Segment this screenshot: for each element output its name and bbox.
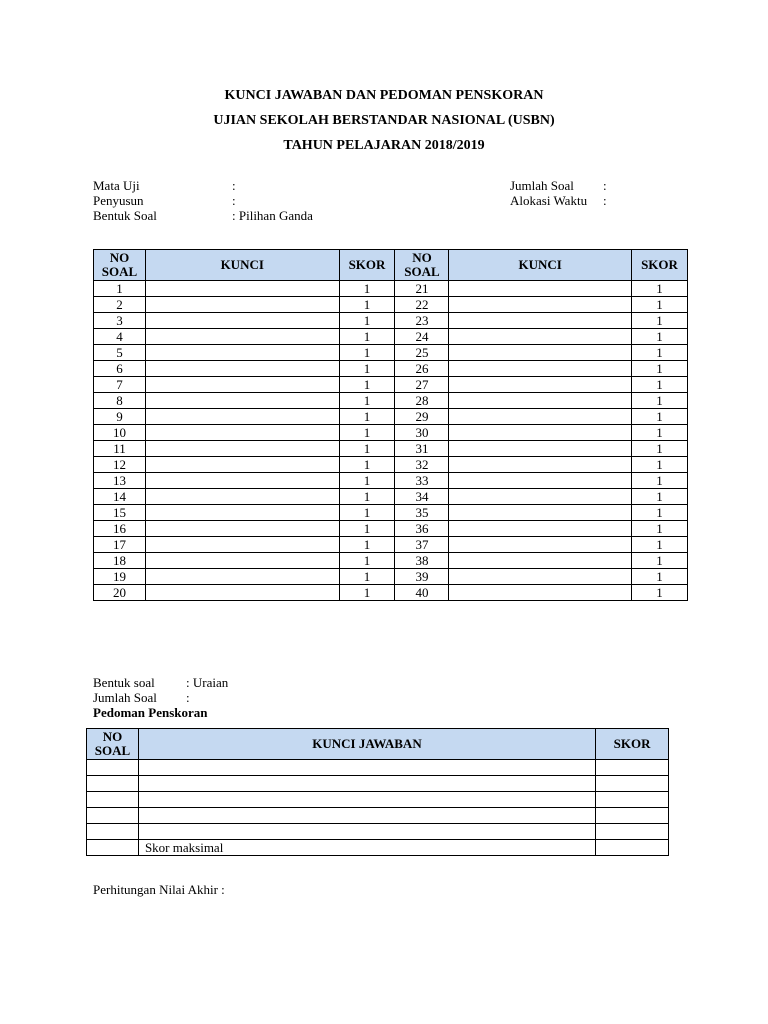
no-soal-cell: 8	[94, 393, 146, 409]
kunci-cell	[145, 585, 339, 601]
table-row	[94, 345, 688, 361]
table-row	[94, 297, 688, 313]
kunci-cell	[449, 489, 632, 505]
no-soal-cell: 27	[395, 377, 449, 393]
doc-title: KUNCI JAWABAN DAN PEDOMAN PENSKORAN	[224, 88, 544, 103]
skor-cell: 1	[632, 297, 688, 313]
table-row	[94, 457, 688, 473]
table-row	[87, 824, 669, 840]
no-soal-cell: 16	[94, 521, 146, 537]
kunci-cell	[145, 393, 339, 409]
uraian-bentuk-soal: Bentuk soal : Uraian	[93, 675, 229, 690]
skor-cell: 1	[632, 329, 688, 345]
no-soal-cell: 13	[94, 473, 146, 489]
skor-cell: 1	[632, 361, 688, 377]
no-soal-cell: 21	[395, 281, 449, 297]
no-soal-cell: 38	[395, 553, 449, 569]
no-soal-cell: 17	[94, 537, 146, 553]
table-row	[94, 393, 688, 409]
skor-cell: 1	[339, 441, 395, 457]
uraian-table	[86, 728, 669, 856]
kunci-cell	[449, 297, 632, 313]
kunci-cell	[449, 377, 632, 393]
no-soal-cell	[87, 776, 139, 792]
skor-cell: 1	[632, 377, 688, 393]
skor-cell: 1	[632, 473, 688, 489]
table-row	[94, 569, 688, 585]
kunci-cell	[449, 441, 632, 457]
kunci-cell	[145, 361, 339, 377]
skor-cell: 1	[339, 281, 395, 297]
kunci-cell	[449, 361, 632, 377]
kunci-cell	[145, 521, 339, 537]
skor-cell: 1	[339, 329, 395, 345]
header-no-soal: NO SOAL	[395, 250, 449, 281]
info-right	[510, 178, 607, 208]
skor-cell: 1	[339, 473, 395, 489]
pedoman-heading: Pedoman Penskoran	[93, 705, 208, 720]
skor-cell	[596, 776, 669, 792]
skor-cell: 1	[632, 537, 688, 553]
kunci-jawaban-cell	[138, 760, 595, 776]
table-row	[94, 505, 688, 521]
kunci-jawaban-cell	[138, 776, 595, 792]
kunci-cell	[449, 473, 632, 489]
kunci-cell	[449, 313, 632, 329]
header-kunci: KUNCI	[449, 250, 632, 281]
table-row	[87, 792, 669, 808]
kunci-cell	[449, 329, 632, 345]
kunci-cell	[145, 473, 339, 489]
skor-cell: 1	[632, 441, 688, 457]
pilihan-ganda-table	[93, 249, 688, 601]
no-soal-cell: 40	[395, 585, 449, 601]
kunci-cell	[449, 569, 632, 585]
no-soal-cell	[87, 840, 139, 856]
no-soal-cell: 34	[395, 489, 449, 505]
header-no-soal: NO SOAL	[94, 250, 146, 281]
skor-cell: 1	[339, 313, 395, 329]
no-soal-cell: 35	[395, 505, 449, 521]
no-soal-cell	[87, 792, 139, 808]
table-row	[94, 521, 688, 537]
kunci-cell	[145, 409, 339, 425]
no-soal-cell: 22	[395, 297, 449, 313]
kunci-cell	[449, 281, 632, 297]
kunci-cell	[449, 585, 632, 601]
no-soal-cell: 4	[94, 329, 146, 345]
skor-cell	[596, 840, 669, 856]
no-soal-cell: 9	[94, 409, 146, 425]
table-row	[94, 489, 688, 505]
table-row	[94, 553, 688, 569]
info-penyusun: Penyusun :	[93, 193, 236, 208]
table-row	[94, 473, 688, 489]
kunci-cell	[449, 553, 632, 569]
table-row	[87, 776, 669, 792]
kunci-cell	[145, 441, 339, 457]
kunci-jawaban-cell	[138, 792, 595, 808]
table-row	[94, 441, 688, 457]
kunci-cell	[145, 377, 339, 393]
kunci-cell	[449, 393, 632, 409]
skor-cell: 1	[339, 393, 395, 409]
no-soal-cell: 6	[94, 361, 146, 377]
table-row	[94, 377, 688, 393]
skor-cell: 1	[632, 393, 688, 409]
table-row	[94, 409, 688, 425]
info-jumlah-soal: Jumlah Soal :	[510, 178, 607, 193]
no-soal-cell: 39	[395, 569, 449, 585]
no-soal-cell: 10	[94, 425, 146, 441]
kunci-cell	[449, 537, 632, 553]
table-row	[94, 329, 688, 345]
kunci-cell	[145, 505, 339, 521]
header-kunci-jawaban: KUNCI JAWABAN	[138, 729, 595, 760]
no-soal-cell: 33	[395, 473, 449, 489]
kunci-cell	[145, 489, 339, 505]
info-bentuk-soal: Bentuk Soal : Pilihan Ganda	[93, 208, 313, 223]
header-kunci: KUNCI	[145, 250, 339, 281]
uraian-jumlah-soal: Jumlah Soal :	[93, 690, 190, 705]
kunci-jawaban-cell	[138, 824, 595, 840]
no-soal-cell: 1	[94, 281, 146, 297]
no-soal-cell: 5	[94, 345, 146, 361]
no-soal-cell	[87, 760, 139, 776]
kunci-cell	[145, 457, 339, 473]
skor-cell	[596, 808, 669, 824]
skor-cell: 1	[632, 505, 688, 521]
table-row	[94, 425, 688, 441]
kunci-cell	[449, 521, 632, 537]
skor-cell: 1	[632, 345, 688, 361]
no-soal-cell: 37	[395, 537, 449, 553]
kunci-cell	[145, 553, 339, 569]
no-soal-cell: 18	[94, 553, 146, 569]
kunci-cell	[449, 345, 632, 361]
no-soal-cell: 2	[94, 297, 146, 313]
skor-cell: 1	[339, 569, 395, 585]
header-skor: SKOR	[632, 250, 688, 281]
kunci-cell	[449, 409, 632, 425]
skor-cell: 1	[339, 297, 395, 313]
kunci-jawaban-cell	[138, 808, 595, 824]
no-soal-cell: 19	[94, 569, 146, 585]
header-skor: SKOR	[596, 729, 669, 760]
kunci-cell	[145, 537, 339, 553]
skor-cell	[596, 760, 669, 776]
kunci-cell	[145, 569, 339, 585]
kunci-cell	[145, 425, 339, 441]
table-row	[94, 585, 688, 601]
uraian-body	[87, 760, 669, 856]
no-soal-cell: 20	[94, 585, 146, 601]
kunci-cell	[449, 425, 632, 441]
no-soal-cell: 11	[94, 441, 146, 457]
skor-cell: 1	[632, 281, 688, 297]
skor-cell: 1	[632, 457, 688, 473]
skor-cell: 1	[339, 553, 395, 569]
no-soal-cell: 30	[395, 425, 449, 441]
skor-cell: 1	[339, 521, 395, 537]
table-row	[94, 361, 688, 377]
skor-cell: 1	[339, 537, 395, 553]
kunci-cell	[145, 329, 339, 345]
info-alokasi-waktu: Alokasi Waktu :	[510, 193, 607, 208]
kunci-cell	[145, 297, 339, 313]
no-soal-cell: 7	[94, 377, 146, 393]
header-skor: SKOR	[339, 250, 395, 281]
skor-cell: 1	[632, 489, 688, 505]
no-soal-cell: 3	[94, 313, 146, 329]
no-soal-cell: 23	[395, 313, 449, 329]
skor-maksimal-row	[87, 840, 669, 856]
skor-cell: 1	[339, 409, 395, 425]
no-soal-cell	[87, 808, 139, 824]
no-soal-cell: 28	[395, 393, 449, 409]
skor-cell: 1	[339, 425, 395, 441]
skor-cell: 1	[339, 585, 395, 601]
pilihan-ganda-body	[94, 281, 688, 601]
perhitungan-nilai-akhir: Perhitungan Nilai Akhir :	[93, 882, 225, 897]
no-soal-cell: 25	[395, 345, 449, 361]
skor-cell	[596, 824, 669, 840]
table-row	[87, 808, 669, 824]
no-soal-cell	[87, 824, 139, 840]
skor-maksimal-label: Skor maksimal	[138, 840, 595, 856]
info-mata-uji: Mata Uji :	[93, 178, 236, 193]
info-left	[93, 178, 313, 223]
no-soal-cell: 36	[395, 521, 449, 537]
kunci-cell	[145, 281, 339, 297]
no-soal-cell: 14	[94, 489, 146, 505]
no-soal-cell: 24	[395, 329, 449, 345]
skor-cell: 1	[339, 345, 395, 361]
kunci-cell	[145, 313, 339, 329]
skor-cell: 1	[632, 569, 688, 585]
skor-cell: 1	[632, 313, 688, 329]
skor-cell: 1	[632, 553, 688, 569]
skor-cell: 1	[339, 361, 395, 377]
skor-cell: 1	[339, 489, 395, 505]
no-soal-cell: 26	[395, 361, 449, 377]
table-row	[94, 313, 688, 329]
skor-cell: 1	[632, 521, 688, 537]
kunci-cell	[145, 345, 339, 361]
doc-subtitle: UJIAN SEKOLAH BERSTANDAR NASIONAL (USBN)	[213, 113, 555, 128]
doc-year: TAHUN PELAJARAN 2018/2019	[283, 138, 485, 153]
no-soal-cell: 29	[395, 409, 449, 425]
skor-cell: 1	[632, 425, 688, 441]
uraian-info	[93, 675, 228, 720]
skor-cell: 1	[339, 457, 395, 473]
header-no-soal: NO SOAL	[87, 729, 139, 760]
kunci-cell	[449, 457, 632, 473]
skor-cell: 1	[632, 409, 688, 425]
no-soal-cell: 12	[94, 457, 146, 473]
skor-cell	[596, 792, 669, 808]
kunci-cell	[449, 505, 632, 521]
table-row	[87, 760, 669, 776]
no-soal-cell: 32	[395, 457, 449, 473]
skor-cell: 1	[632, 585, 688, 601]
table-row	[94, 281, 688, 297]
table-row	[94, 537, 688, 553]
no-soal-cell: 31	[395, 441, 449, 457]
no-soal-cell: 15	[94, 505, 146, 521]
skor-cell: 1	[339, 377, 395, 393]
skor-cell: 1	[339, 505, 395, 521]
